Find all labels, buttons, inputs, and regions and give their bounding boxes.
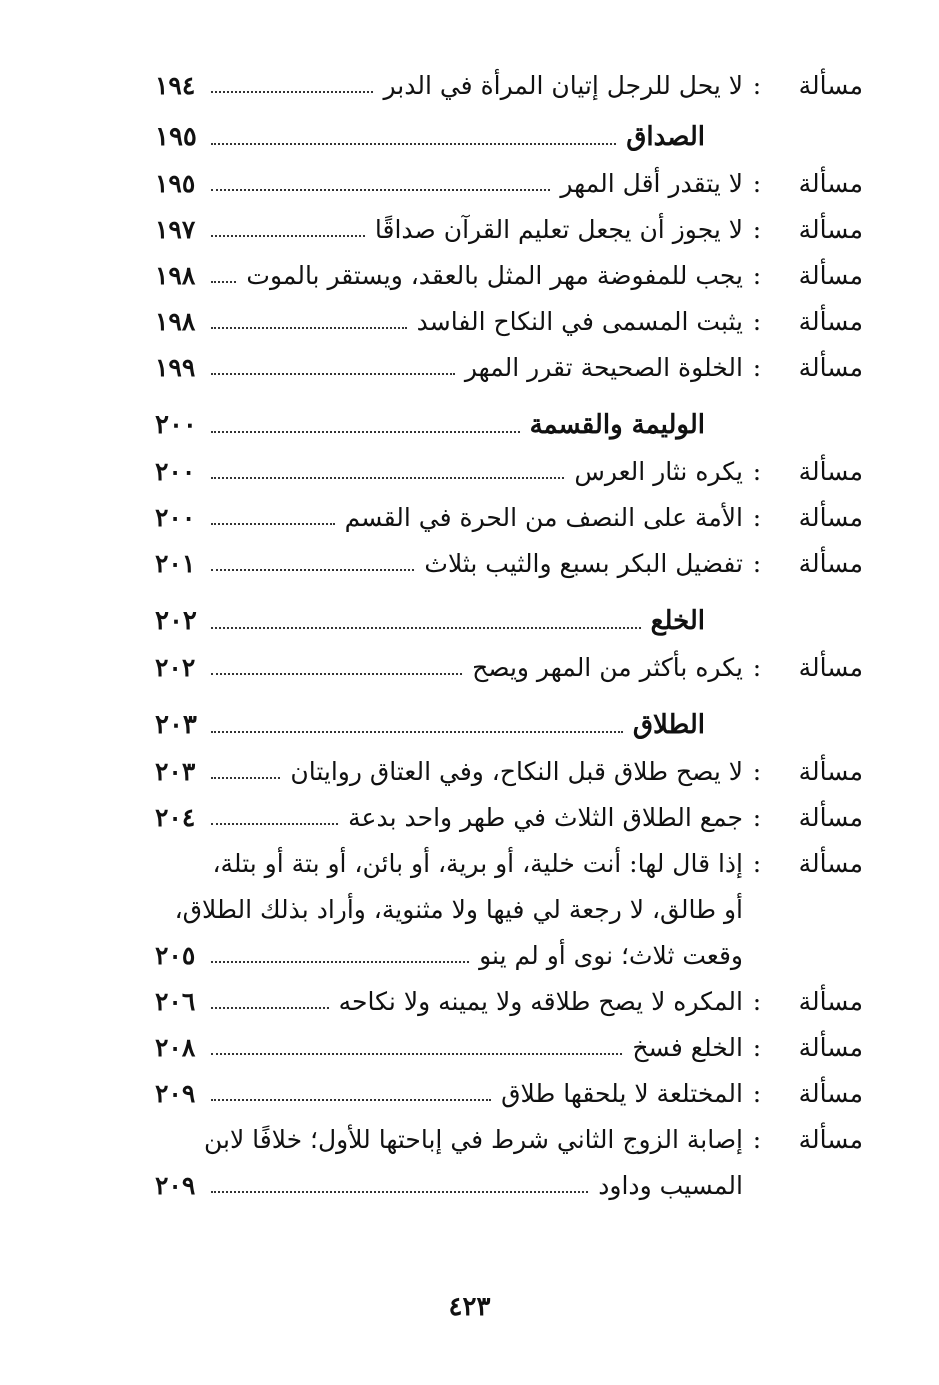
entry-separator: : xyxy=(752,987,762,1016)
entry-text: يجب للمفوضة مهر المثل بالعقد، ويستقر بالموت xyxy=(246,261,743,290)
entry-separator: : xyxy=(752,261,762,290)
page-ref: ٢٠٦ xyxy=(155,987,196,1016)
page-ref: ٢٠٤ xyxy=(155,803,196,832)
toc-section-heading xyxy=(155,576,863,634)
dot-leader xyxy=(211,189,550,191)
entry-separator: : xyxy=(752,353,762,382)
dot-leader xyxy=(211,961,469,963)
section-title: الطلاق xyxy=(632,710,705,740)
toc-entry-line xyxy=(155,830,863,876)
toc-entry xyxy=(155,334,863,380)
entry-text: المختلعة لا يلحقها طلاق xyxy=(501,1079,743,1108)
toc-entry-line xyxy=(155,1106,863,1152)
dot-leader xyxy=(211,569,414,571)
table-of-contents xyxy=(155,52,863,1198)
entry-label: مسألة xyxy=(798,987,863,1016)
toc-entry xyxy=(155,484,863,530)
entry-text: لا يصح طلاق قبل النكاح، وفي العتاق روايتان xyxy=(290,757,743,786)
toc-entry xyxy=(155,52,863,98)
entry-separator: : xyxy=(752,1125,762,1154)
entry-separator: : xyxy=(752,307,762,336)
entry-label: مسألة xyxy=(798,503,863,532)
page-ref: ٢٠٠ xyxy=(155,503,196,532)
entry-text: إصابة الزوج الثاني شرط في إباحتها للأول؛ خلافًا لابن xyxy=(203,1125,743,1154)
entry-text: المسيب وداود xyxy=(598,1171,743,1200)
entry-text: لا يجوز أن يجعل تعليم القرآن صداقًا xyxy=(374,215,743,244)
section-title: الصداق xyxy=(626,122,705,152)
dot-leader xyxy=(211,1007,329,1009)
page-ref: ٢٠١ xyxy=(155,549,196,578)
entry-label: مسألة xyxy=(798,757,863,786)
page-ref: ١٩٥ xyxy=(155,122,197,152)
dot-leader xyxy=(211,1191,588,1193)
entry-separator: : xyxy=(752,757,762,786)
entry-label: مسألة xyxy=(798,215,863,244)
entry-text: لا يتقدر أقل المهر xyxy=(560,169,743,198)
toc-entry-line xyxy=(155,1152,863,1198)
entry-text: إذا قال لها: أنت خلية، أو برية، أو بائن، أو بتة أو بتلة، xyxy=(212,849,743,878)
dot-leader xyxy=(211,777,280,779)
page-ref: ١٩٧ xyxy=(155,215,196,244)
entry-label: مسألة xyxy=(798,653,863,682)
entry-text: يكره بأكثر من المهر ويصح xyxy=(472,653,743,682)
page-ref: ٢٠٢ xyxy=(155,606,197,636)
toc-entry xyxy=(155,196,863,242)
entry-label: مسألة xyxy=(798,71,863,100)
toc-section-heading xyxy=(155,680,863,738)
dot-leader xyxy=(211,235,365,237)
toc-section-heading xyxy=(155,98,863,150)
page-ref: ٢٠٢ xyxy=(155,653,196,682)
entry-text: تفضيل البكر بسبع والثيب بثلاث xyxy=(424,549,743,578)
dot-leader xyxy=(211,731,623,733)
dot-leader xyxy=(211,431,520,433)
page-number: ٤٢٣ xyxy=(448,1292,491,1322)
dot-leader xyxy=(211,91,373,93)
entry-separator: : xyxy=(752,1033,762,1062)
toc-entry xyxy=(155,738,863,784)
entry-separator: : xyxy=(752,215,762,244)
toc-entry xyxy=(155,634,863,680)
entry-label: مسألة xyxy=(798,1125,863,1154)
entry-separator: : xyxy=(752,849,762,878)
entry-text: يثبت المسمى في النكاح الفاسد xyxy=(416,307,743,336)
toc-entry xyxy=(155,1014,863,1060)
page-ref: ١٩٨ xyxy=(155,307,196,336)
entry-label: مسألة xyxy=(798,803,863,832)
entry-label: مسألة xyxy=(798,169,863,198)
entry-label: مسألة xyxy=(798,1079,863,1108)
page-ref: ٢٠٣ xyxy=(155,757,196,786)
page-ref: ٢٠٨ xyxy=(155,1033,196,1062)
entry-text: يكره نثار العرس xyxy=(574,457,743,486)
entry-separator: : xyxy=(752,1079,762,1108)
entry-separator: : xyxy=(752,169,762,198)
page-ref: ١٩٤ xyxy=(155,71,196,100)
entry-text: الأمة على النصف من الحرة في القسم xyxy=(344,503,743,532)
page-ref: ٢٠٠ xyxy=(155,410,197,440)
entry-text: لا يحل للرجل إتيان المرأة في الدبر xyxy=(383,71,743,100)
entry-text: جمع الطلاق الثلاث في طهر واحد بدعة xyxy=(348,803,743,832)
toc-entry-line xyxy=(155,876,863,922)
entry-label: مسألة xyxy=(798,549,863,578)
dot-leader xyxy=(211,523,335,525)
dot-leader xyxy=(211,673,462,675)
entry-text: المكره لا يصح طلاقه ولا يمينه ولا نكاحه xyxy=(338,987,743,1016)
entry-separator: : xyxy=(752,457,762,486)
entry-text: الخلع فسخ xyxy=(632,1033,743,1062)
toc-entry xyxy=(155,288,863,334)
page-ref: ٢٠٥ xyxy=(155,941,196,970)
page-ref: ٢٠٣ xyxy=(155,710,197,740)
page-ref: ١٩٥ xyxy=(155,169,196,198)
toc-entry-line xyxy=(155,922,863,968)
dot-leader xyxy=(211,477,564,479)
entry-text: وقعت ثلاث؛ نوى أو لم ينو xyxy=(479,941,743,970)
toc-entry xyxy=(155,784,863,830)
toc-entry xyxy=(155,242,863,288)
entry-separator: : xyxy=(752,653,762,682)
dot-leader xyxy=(211,1099,491,1101)
dot-leader xyxy=(211,1053,622,1055)
toc-entry xyxy=(155,530,863,576)
entry-label: مسألة xyxy=(798,849,863,878)
entry-label: مسألة xyxy=(798,261,863,290)
dot-leader xyxy=(211,823,338,825)
entry-label: مسألة xyxy=(798,1033,863,1062)
dot-leader xyxy=(211,327,407,329)
entry-separator: : xyxy=(752,803,762,832)
entry-separator: : xyxy=(752,71,762,100)
entry-label: مسألة xyxy=(798,457,863,486)
page-ref: ١٩٩ xyxy=(155,353,196,382)
toc-entry xyxy=(155,968,863,1014)
toc-entry xyxy=(155,150,863,196)
section-title: الخلع xyxy=(650,606,705,636)
page-ref: ٢٠٠ xyxy=(155,457,196,486)
entry-label: مسألة xyxy=(798,353,863,382)
dot-leader xyxy=(211,627,641,629)
entry-separator: : xyxy=(752,549,762,578)
entry-separator: : xyxy=(752,503,762,532)
page-ref: ١٩٨ xyxy=(155,261,196,290)
toc-entry xyxy=(155,438,863,484)
entry-text: الخلوة الصحيحة تقرر المهر xyxy=(464,353,743,382)
page-ref: ٢٠٩ xyxy=(155,1079,196,1108)
page-ref: ٢٠٩ xyxy=(155,1171,196,1200)
dot-leader xyxy=(211,373,455,375)
entry-label: مسألة xyxy=(798,307,863,336)
dot-leader xyxy=(211,281,236,283)
entry-text: أو طالق، لا رجعة لي فيها ولا مثنوية، وأراد بذلك الطلاق، xyxy=(174,895,743,924)
toc-entry xyxy=(155,1060,863,1106)
dot-leader xyxy=(211,143,616,145)
toc-section-heading xyxy=(155,380,863,438)
section-title: الوليمة والقسمة xyxy=(529,410,705,440)
